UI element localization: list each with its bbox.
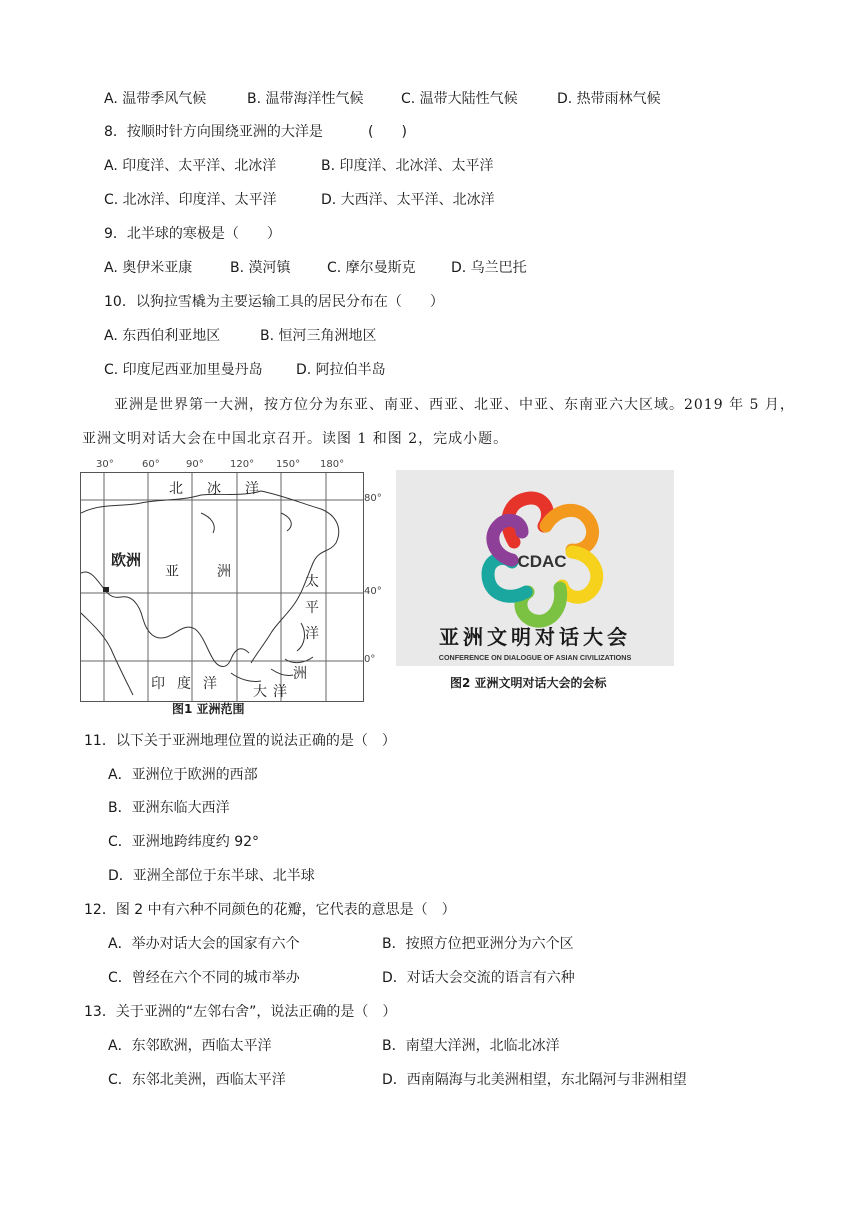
label-oceania-yang: 洋 xyxy=(273,684,287,700)
q8-option-b: B. 印度洋、北冰洋、太平洋 xyxy=(321,158,494,174)
q7-option-a: A. 温带季风气候 xyxy=(104,91,207,107)
europe-asia-boundary-mark xyxy=(103,587,109,592)
q10-option-c: C. 印度尼西亚加里曼丹岛 xyxy=(104,362,263,378)
label-arctic-2: 冰 xyxy=(207,481,221,497)
label-oceania-zhou: 洲 xyxy=(293,666,307,682)
label-indian-1: 印 xyxy=(151,676,165,692)
label-europe: 欧洲 xyxy=(111,551,142,569)
label-indian-2: 度 xyxy=(177,676,191,692)
q11-option-a: A．亚洲位于欧洲的西部 xyxy=(108,767,258,783)
q10-option-a: A. 东西伯利亚地区 xyxy=(104,328,221,344)
q13-option-d: D．西南隔海与北美洲相望，东北隔河与非洲相望 xyxy=(382,1072,687,1088)
q11-option-d: D．亚洲全部位于东半球、北半球 xyxy=(108,868,315,884)
q13-option-a: A．东邻欧洲，西临太平洋 xyxy=(108,1038,272,1054)
label-arctic-3: 洋 xyxy=(245,481,259,497)
map-frame xyxy=(80,472,364,702)
q9-stem: 9．北半球的寒极是（ ） xyxy=(104,226,281,242)
petal-2 xyxy=(546,510,593,550)
lon-label-120: 120° xyxy=(230,459,255,470)
logo-cdac-text: CDAC xyxy=(517,552,567,571)
q12-option-b: B．按照方位把亚洲分为六个区 xyxy=(382,936,574,952)
logo-title-cn: 亚洲文明对话大会 xyxy=(439,625,631,649)
q10-option-b: B. 恒河三角洲地区 xyxy=(260,328,377,344)
q10-stem: 10．以狗拉雪橇为主要运输工具的居民分布在（ ） xyxy=(104,294,444,310)
q11-option-c: C．亚洲地跨纬度约 92° xyxy=(108,834,260,850)
logo-flower-petals xyxy=(396,470,674,666)
q13-option-b: B．南望大洋洲，北临北冰洋 xyxy=(382,1038,560,1054)
lat-label-40: 40° xyxy=(364,586,382,597)
lon-label-150: 150° xyxy=(276,459,301,470)
q9-option-c: C. 摩尔曼斯克 xyxy=(327,260,416,276)
map-graticule-coastline xyxy=(81,473,363,701)
fig1-caption: 图1 亚洲范围 xyxy=(172,702,245,716)
lat-label-0: 0° xyxy=(364,654,376,665)
q11-stem: 11．以下关于亚洲地理位置的说法正确的是（ ） xyxy=(84,733,396,749)
lat-label-80: 80° xyxy=(364,493,382,504)
logo-title-en: CONFERENCE ON DIALOGUE OF ASIAN CIVILIZATIONS xyxy=(438,653,632,662)
q8-option-a: A. 印度洋、太平洋、北冰洋 xyxy=(104,158,277,174)
label-pacific-3: 洋 xyxy=(305,626,319,642)
fig2-caption: 图2 亚洲文明对话大会的会标 xyxy=(450,676,607,690)
q7-option-b: B. 温带海洋性气候 xyxy=(247,91,364,107)
lon-label-90: 90° xyxy=(186,459,204,470)
passage-line-1: 亚洲是世界第一大洲，按方位分为东亚、南亚、西亚、北亚、中亚、东南亚六大区域。2019 年 5 月， xyxy=(114,397,795,413)
q12-option-a: A．举办对话大会的国家有六个 xyxy=(108,936,300,952)
q7-option-c: C. 温带大陆性气候 xyxy=(401,91,518,107)
q12-stem: 12．图 2 中有六种不同颜色的花瓣，它代表的意思是（ ） xyxy=(84,902,456,918)
lon-label-180: 180° xyxy=(320,459,345,470)
q12-option-c: C．曾经在六个不同的城市举办 xyxy=(108,970,300,986)
q9-option-b: B. 漠河镇 xyxy=(230,260,291,276)
q8-answer-paren: ( ) xyxy=(368,124,407,140)
label-asia-1: 亚 xyxy=(165,564,179,580)
q8-option-d: D. 大西洋、太平洋、北冰洋 xyxy=(321,192,495,208)
label-pacific-2: 平 xyxy=(305,600,319,616)
q7-option-d: D. 热带雨林气候 xyxy=(557,91,661,107)
q9-option-a: A. 奥伊米亚康 xyxy=(104,260,193,276)
label-oceania-da: 大 xyxy=(253,684,267,700)
passage-line-2: 亚洲文明对话大会在中国北京召开。读图 1 和图 2，完成小题。 xyxy=(82,431,509,447)
q13-stem: 13．关于亚洲的“左邻右舍”，说法正确的是（ ） xyxy=(84,1004,397,1020)
label-arctic-1: 北 xyxy=(169,481,183,497)
q11-option-b: B．亚洲东临大西洋 xyxy=(108,800,230,816)
q13-option-c: C．东邻北美洲，西临太平洋 xyxy=(108,1072,286,1088)
label-indian-3: 洋 xyxy=(203,676,217,692)
label-pacific-1: 太 xyxy=(305,574,319,590)
q8-option-c: C. 北冰洋、印度洋、太平洋 xyxy=(104,192,277,208)
label-asia-2: 洲 xyxy=(217,564,231,580)
q12-option-d: D．对话大会交流的语言有六种 xyxy=(382,970,575,986)
q8-stem: 8．按顺时针方向围绕亚洲的大洋是 xyxy=(104,124,323,140)
petal-3 xyxy=(562,552,597,597)
logo-panel xyxy=(396,470,674,666)
q10-option-d: D. 阿拉伯半岛 xyxy=(296,362,386,378)
lon-label-30: 30° xyxy=(96,459,114,470)
q9-option-d: D. 乌兰巴托 xyxy=(451,260,527,276)
lon-label-60: 60° xyxy=(142,459,160,470)
